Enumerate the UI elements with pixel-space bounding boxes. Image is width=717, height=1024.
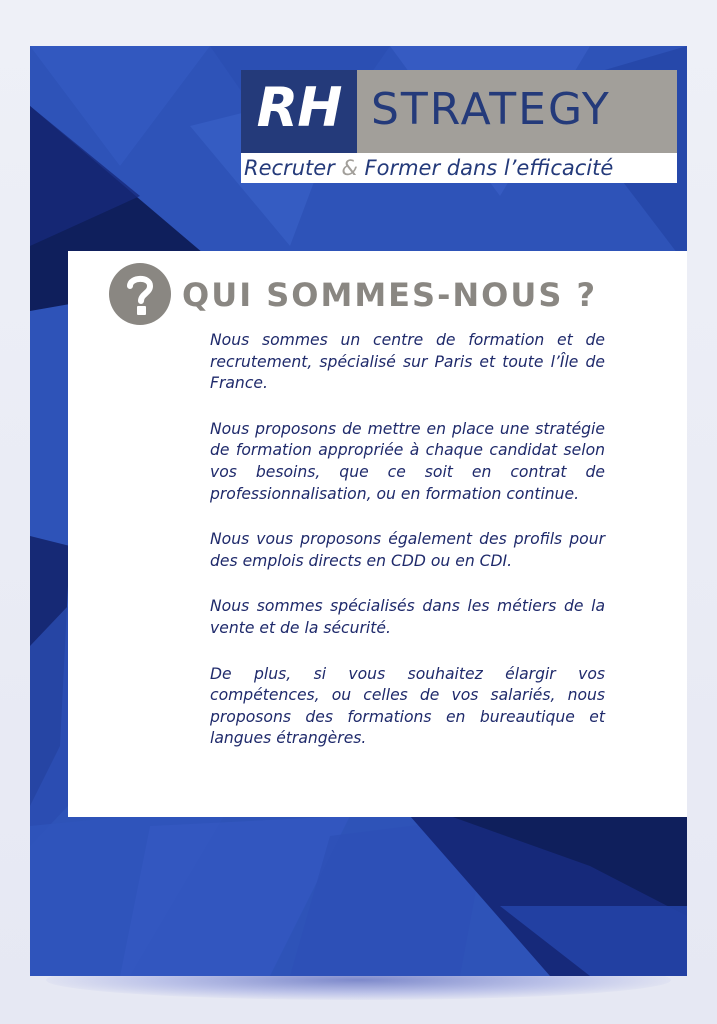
logo-strategy-block	[357, 70, 677, 153]
tagline-part-1: Recruter	[244, 156, 342, 180]
logo-rh-block	[241, 70, 357, 153]
tagline-ampersand: &	[341, 156, 358, 180]
section-heading: QUI SOMMES-NOUS ?	[182, 276, 598, 314]
logo-rh-text: RH	[256, 76, 342, 139]
paragraph-profiles: Nous vous proposons également des profils pour des emplois directs en CDD ou en CDI.	[210, 530, 605, 570]
paragraph-specialties: Nous sommes spécialisés dans les métiers de la vente et de la sécurité.	[210, 597, 605, 637]
body-text	[210, 330, 605, 774]
paragraph-strategy: Nous proposons de mettre en place une stratégie de formation appropriée à chaque candidat selon vos besoins, que ce soit en contrat de professionnalisation, ou en formation continue.	[210, 419, 605, 503]
logo-tagline	[241, 153, 677, 183]
paragraph-intro: Nous sommes un centre de formation et de recrutement, spécialisé sur Paris et toute l’Île de France.	[210, 331, 605, 393]
logo	[241, 70, 677, 183]
tagline-part-2: Former dans l’efficacité	[357, 156, 614, 180]
paragraph-training: De plus, si vous souhaitez élargir vos compétences, ou celles de vos salariés, nous proposons des formations en bureautique et langues étrangères.	[210, 664, 605, 748]
logo-strategy-text: STRATEGY	[371, 84, 611, 135]
question-mark-icon	[108, 262, 172, 326]
